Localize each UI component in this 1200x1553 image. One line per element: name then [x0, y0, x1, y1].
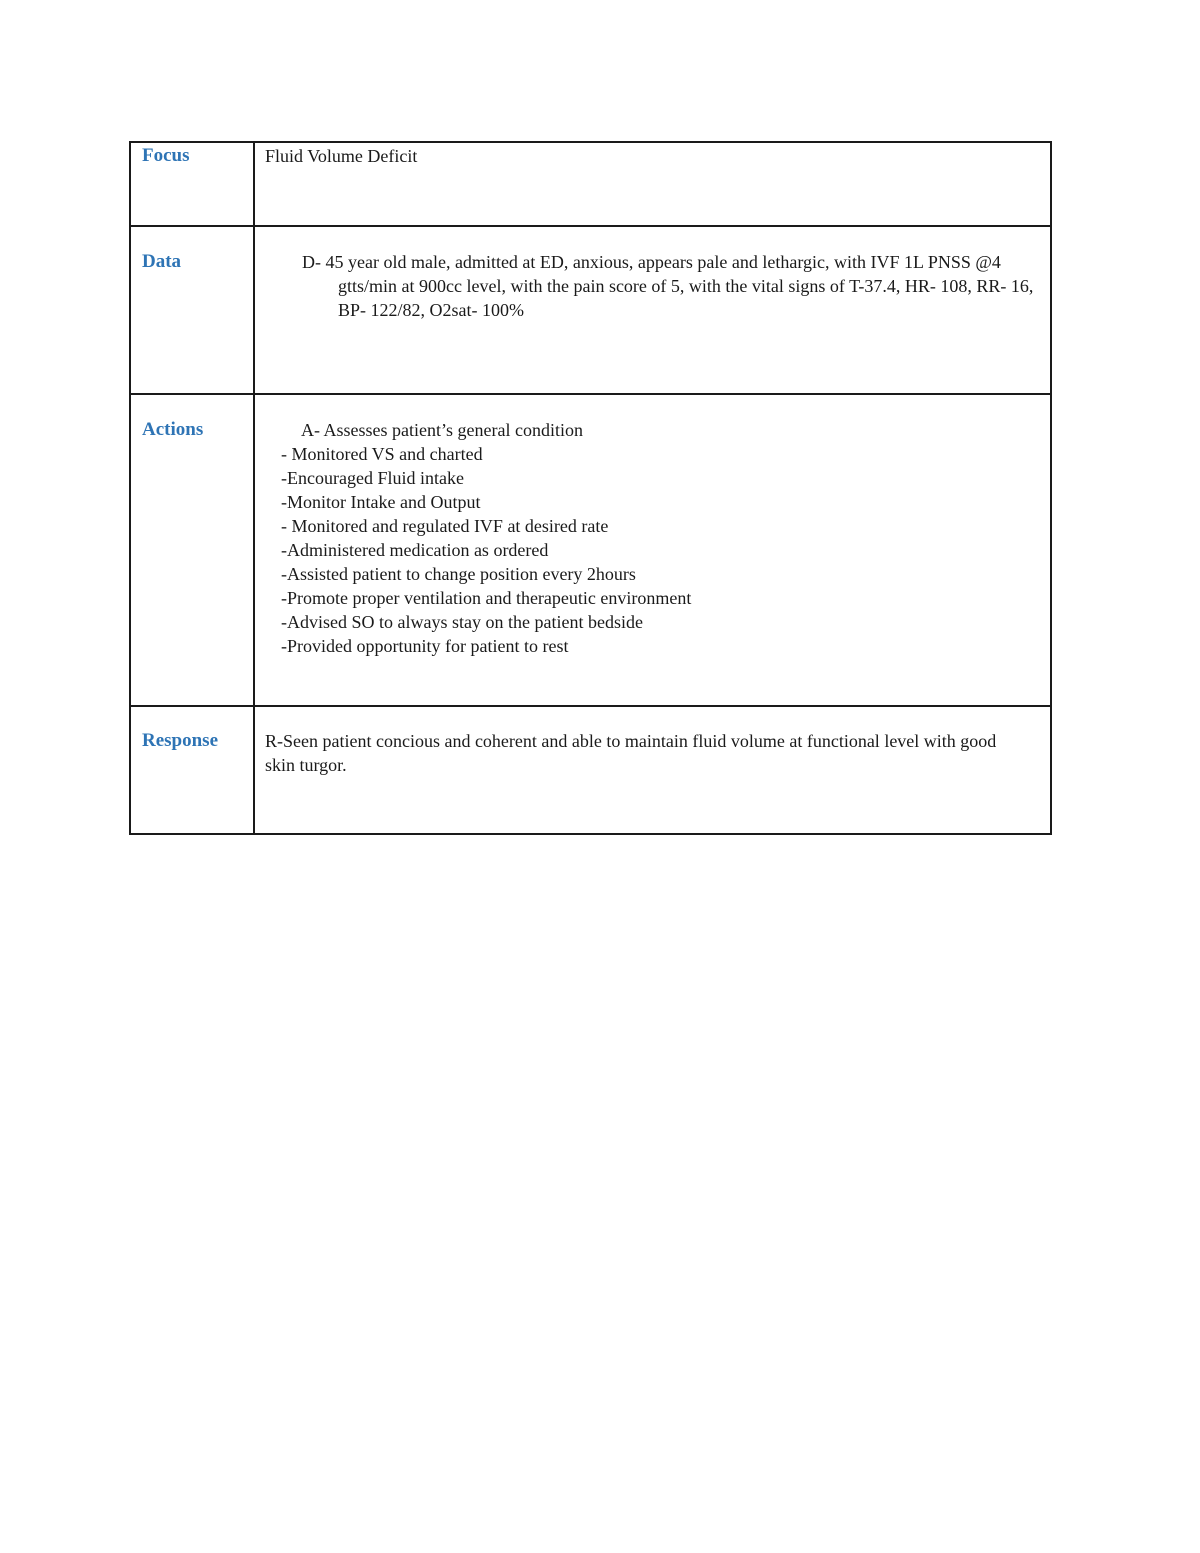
row-actions — [130, 394, 1051, 706]
response-label-cell — [130, 706, 254, 834]
action-item: -Encouraged Fluid intake — [281, 468, 464, 488]
focus-label: Focus — [142, 145, 190, 166]
actions-content-cell — [254, 394, 1051, 706]
actions-label-cell — [130, 394, 254, 706]
action-item: -Provided opportunity for patient to rest — [281, 636, 569, 656]
data-content-cell — [254, 226, 1051, 394]
action-item: A- Assesses patient’s general condition — [301, 420, 583, 440]
row-response — [130, 706, 1051, 834]
focus-label-cell — [130, 142, 254, 226]
actions-label: Actions — [142, 419, 204, 440]
action-item: -Promote proper ventilation and therapeutic environment — [281, 588, 692, 608]
action-item: -Administered medication as ordered — [281, 540, 549, 560]
action-item: -Advised SO to always stay on the patient bedside — [281, 612, 643, 632]
action-item: - Monitored and regulated IVF at desired rate — [281, 516, 609, 536]
data-text: D- 45 year old male, admitted at ED, anxious, appears pale and lethargic, with IVF 1L PNSS @4 gtts/min at 900cc level, with the pain score of 5, with the vital signs of T-37.4, HR- 108, RR- 16, BP- 122/82, O2sat- 100% — [302, 252, 1034, 320]
response-content-cell — [254, 706, 1051, 834]
data-label: Data — [142, 251, 182, 272]
action-item: -Assisted patient to change position every 2hours — [281, 564, 636, 584]
fdar-table — [129, 141, 1052, 835]
action-item: -Monitor Intake and Output — [281, 492, 481, 512]
row-focus — [130, 142, 1051, 226]
response-text: R-Seen patient concious and coherent and able to maintain fluid volume at functional level with good skin turgor. — [265, 731, 997, 775]
action-item: - Monitored VS and charted — [281, 444, 483, 464]
focus-content-cell — [254, 142, 1051, 226]
row-data — [130, 226, 1051, 394]
response-label: Response — [142, 730, 219, 751]
focus-text: Fluid Volume Deficit — [265, 146, 418, 166]
data-label-cell — [130, 226, 254, 394]
